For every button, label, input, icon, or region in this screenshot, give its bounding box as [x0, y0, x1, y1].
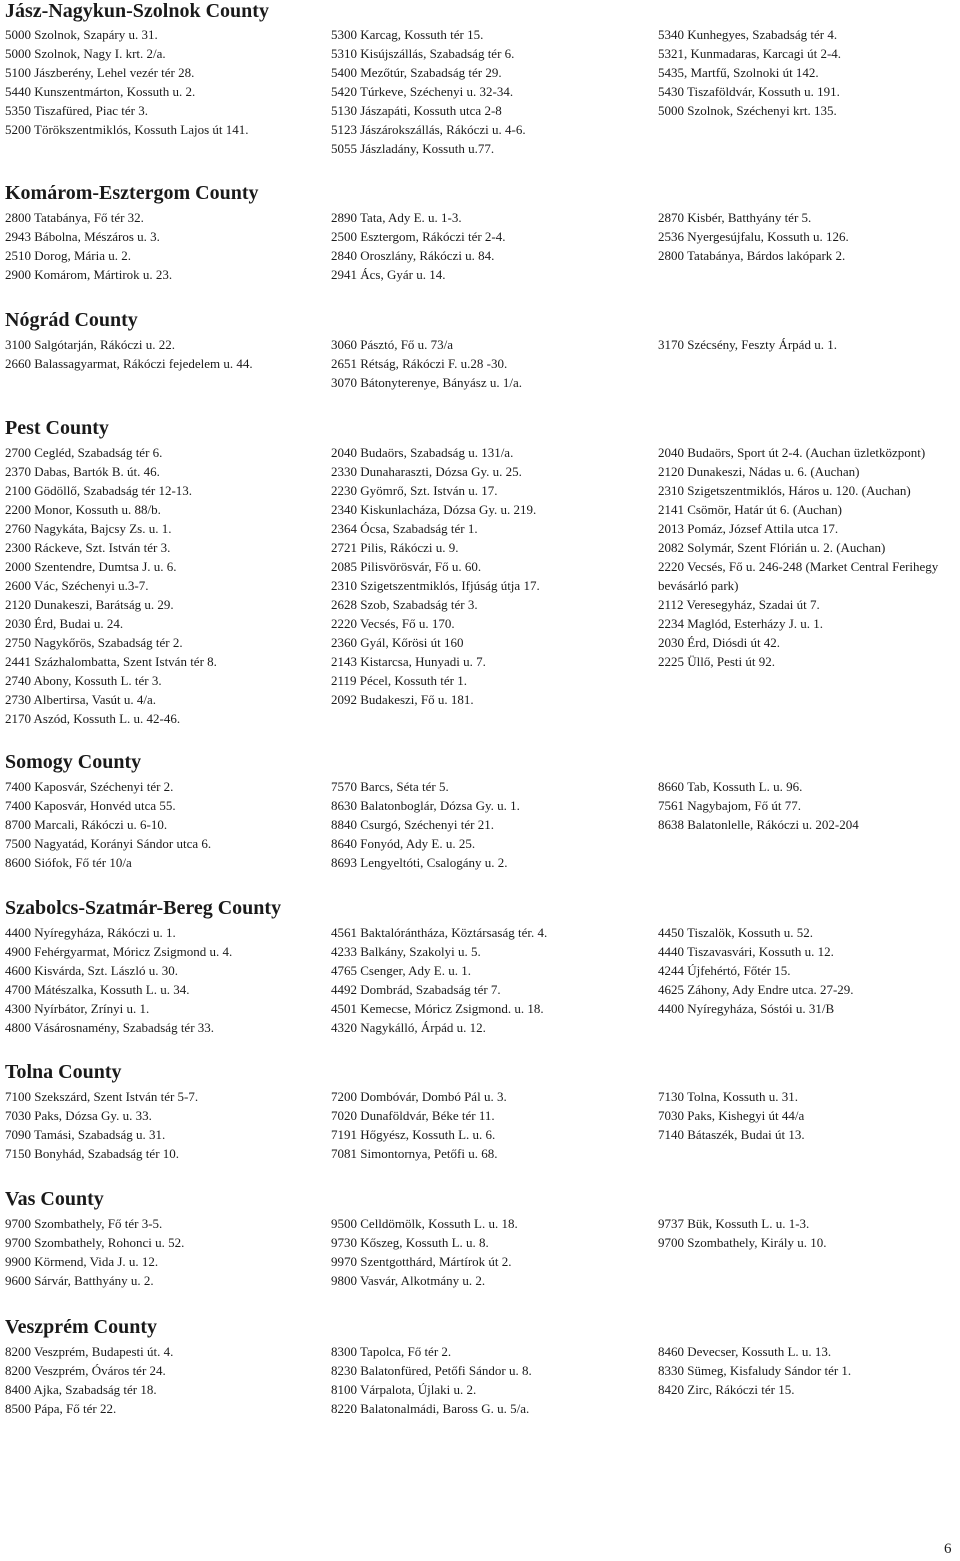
address-entry: 4600 Kisvárda, Szt. László u. 30.: [5, 963, 178, 978]
address-entry: 7030 Paks, Dózsa Gy. u. 33.: [5, 1108, 152, 1123]
address-entry: 7570 Barcs, Séta tér 5.: [331, 779, 449, 794]
address-entry: 5200 Törökszentmiklós, Kossuth Lajos út 141.: [5, 122, 249, 137]
section-title: Szabolcs-Szatmár-Bereg County: [5, 897, 282, 919]
address-column-2: [331, 1342, 631, 1418]
address-entry: 9730 Kőszeg, Kossuth L. u. 8.: [331, 1235, 489, 1250]
section-title: Nógrád County: [5, 309, 138, 331]
address-entry: 2800 Tatabánya, Fő tér 32.: [5, 210, 144, 225]
address-column-1: [5, 25, 290, 139]
address-entry: 7030 Paks, Kishegyi út 44/a: [658, 1108, 805, 1123]
address-column-1: [5, 1087, 290, 1163]
address-entry: 7500 Nagyatád, Korányi Sándor utca 6.: [5, 836, 212, 851]
address-entry: 7130 Tolna, Kossuth u. 31.: [658, 1089, 799, 1104]
address-entry: 4300 Nyírbátor, Zrínyi u. 1.: [5, 1001, 150, 1016]
address-entry: 2040 Budaörs, Sport út 2-4. (Auchan üzletközpont): [658, 445, 926, 460]
address-entry: 5000 Szolnok, Nagy I. krt. 2/a.: [5, 46, 166, 61]
address-entry: 2082 Solymár, Szent Flórián u. 2. (Auchan): [658, 540, 886, 555]
section-nograd: [5, 309, 955, 390]
address-column-2: [331, 923, 631, 1037]
address-entry: 4233 Balkány, Szakolyi u. 5.: [331, 944, 481, 959]
address-entry: 8100 Várpalota, Újlaki u. 2.: [331, 1382, 477, 1397]
address-entry: 2941 Ács, Gyár u. 14.: [331, 267, 446, 282]
section-komarom-esztergom: [5, 182, 955, 282]
address-column-2: [331, 25, 631, 158]
address-column-1: [5, 1214, 290, 1290]
address-entry: 2651 Rétság, Rákóczi F. u.28 -30.: [331, 356, 508, 371]
address-entry: 7020 Dunaföldvár, Béke tér 11.: [331, 1108, 495, 1123]
address-entry: 2943 Bábolna, Mészáros u. 3.: [5, 229, 160, 244]
address-column-3: [658, 1342, 955, 1399]
address-entry: 4625 Záhony, Ady Endre utca. 27-29.: [658, 982, 854, 997]
address-entry: 2700 Cegléd, Szabadság tér 6.: [5, 445, 163, 460]
address-entry: 9737 Bük, Kossuth L. u. 1-3.: [658, 1216, 810, 1231]
address-entry: 2120 Dunakeszi, Barátság u. 29.: [5, 597, 174, 612]
address-entry: 2220 Vecsés, Fő u. 246-248 (Market Central Ferihegy bevásárló park): [658, 559, 939, 593]
address-entry: 2330 Dunaharaszti, Dózsa Gy. u. 25.: [331, 464, 522, 479]
address-entry: 8630 Balatonboglár, Dózsa Gy. u. 1.: [331, 798, 520, 813]
section-title: Veszprém County: [5, 1316, 158, 1338]
address-entry: 8640 Fonyód, Ady E. u. 25.: [331, 836, 476, 851]
address-entry: 2730 Albertirsa, Vasút u. 4/a.: [5, 692, 157, 707]
address-entry: 2141 Csömör, Határ út 6. (Auchan): [658, 502, 842, 517]
section-szabolcs-szatmar-bereg: [5, 897, 955, 1035]
address-entry: 2170 Aszód, Kossuth L. u. 42-46.: [5, 711, 181, 726]
address-entry: 3060 Pásztó, Fő u. 73/a: [331, 337, 454, 352]
address-entry: 2750 Nagykőrös, Szabadság tér 2.: [5, 635, 183, 650]
address-entry: 8693 Lengyeltóti, Csalogány u. 2.: [331, 855, 508, 870]
address-column-2: [331, 1087, 631, 1163]
address-column-3: [658, 777, 955, 834]
address-entry: 2500 Esztergom, Rákóczi tér 2-4.: [331, 229, 506, 244]
address-entry: 2870 Kisbér, Batthyány tér 5.: [658, 210, 812, 225]
section-title: Tolna County: [5, 1061, 122, 1083]
address-entry: 9970 Szentgotthárd, Mártírok út 2.: [331, 1254, 512, 1269]
address-column-2: [331, 208, 631, 284]
address-entry: 8400 Ajka, Szabadság tér 18.: [5, 1382, 157, 1397]
section-tolna: [5, 1061, 955, 1161]
address-entry: 2100 Gödöllő, Szabadság tér 12-13.: [5, 483, 193, 498]
address-entry: 7081 Simontornya, Petőfi u. 68.: [331, 1146, 498, 1161]
address-entry: 7200 Dombóvár, Dombó Pál u. 3.: [331, 1089, 507, 1104]
address-entry: 7140 Bátaszék, Budai út 13.: [658, 1127, 805, 1142]
section-title: Jász-Nagykun-Szolnok County: [5, 0, 269, 22]
address-column-3: [658, 1214, 955, 1252]
address-entry: 2040 Budaörs, Szabadság u. 131/a.: [331, 445, 514, 460]
address-column-1: [5, 335, 290, 373]
address-entry: 3100 Salgótarján, Rákóczi u. 22.: [5, 337, 176, 352]
address-entry: 2300 Ráckeve, Szt. István tér 3.: [5, 540, 171, 555]
address-column-2: [331, 443, 631, 709]
address-entry: 2510 Dorog, Mária u. 2.: [5, 248, 132, 263]
address-entry: 2900 Komárom, Mártirok u. 23.: [5, 267, 173, 282]
address-entry: 8840 Csurgó, Széchenyi tér 21.: [331, 817, 494, 832]
address-entry: 2441 Százhalombatta, Szent István tér 8.: [5, 654, 217, 669]
address-column-1: [5, 1342, 290, 1418]
address-entry: 8638 Balatonlelle, Rákóczi u. 202-204: [658, 817, 859, 832]
address-entry: 9700 Szombathely, Rohonci u. 52.: [5, 1235, 185, 1250]
address-entry: 8330 Sümeg, Kisfaludy Sándor tér 1.: [658, 1363, 852, 1378]
address-entry: 5430 Tiszaföldvár, Kossuth u. 191.: [658, 84, 840, 99]
address-entry: 5000 Szolnok, Széchenyi krt. 135.: [658, 103, 837, 118]
address-entry: 4400 Nyíregyháza, Sóstói u. 31/B: [658, 1001, 835, 1016]
address-entry: 9700 Szombathely, Király u. 10.: [658, 1235, 827, 1250]
address-entry: 2310 Szigetszentmiklós, Ifjúság útja 17.: [331, 578, 540, 593]
address-entry: 4501 Kemecse, Móricz Zsigmond. u. 18.: [331, 1001, 544, 1016]
address-entry: 2340 Kiskunlacháza, Dózsa Gy. u. 219.: [331, 502, 537, 517]
address-entry: 2840 Oroszlány, Rákóczi u. 84.: [331, 248, 495, 263]
section-title: Somogy County: [5, 751, 142, 773]
address-entry: 4700 Mátészalka, Kossuth L. u. 34.: [5, 982, 190, 997]
address-entry: 2364 Ócsa, Szabadság tér 1.: [331, 521, 478, 536]
address-entry: 5055 Jászladány, Kossuth u.77.: [331, 141, 495, 156]
section-veszprem: [5, 1316, 955, 1416]
section-jasz-nagykun-szolnok: [5, 0, 955, 156]
address-column-3: [658, 1087, 955, 1144]
section-vas: [5, 1188, 955, 1288]
address-entry: 9800 Vasvár, Alkotmány u. 2.: [331, 1273, 486, 1288]
address-entry: 8660 Tab, Kossuth L. u. 96.: [658, 779, 803, 794]
address-entry: 5300 Karcag, Kossuth tér 15.: [331, 27, 484, 42]
address-entry: 4400 Nyíregyháza, Rákóczi u. 1.: [5, 925, 176, 940]
address-entry: 5400 Mezőtúr, Szabadság tér 29.: [331, 65, 502, 80]
address-entry: 7561 Nagybajom, Fő út 77.: [658, 798, 801, 813]
address-column-2: [331, 335, 631, 392]
address-entry: 2310 Szigetszentmiklós, Háros u. 120. (Auchan): [658, 483, 911, 498]
address-entry: 9700 Szombathely, Fő tér 3-5.: [5, 1216, 163, 1231]
address-entry: 7150 Bonyhád, Szabadság tér 10.: [5, 1146, 180, 1161]
address-entry: 2000 Szentendre, Dumtsa J. u. 6.: [5, 559, 177, 574]
address-entry: 2721 Pilis, Rákóczi u. 9.: [331, 540, 459, 555]
address-entry: 4492 Dombrád, Szabadság tér 7.: [331, 982, 501, 997]
address-entry: 5435, Martfű, Szolnoki út 142.: [658, 65, 819, 80]
address-entry: 2890 Tata, Ady E. u. 1-3.: [331, 210, 462, 225]
address-entry: 4800 Vásárosnamény, Szabadság tér 33.: [5, 1020, 215, 1035]
address-entry: 7191 Hőgyész, Kossuth L. u. 6.: [331, 1127, 496, 1142]
address-entry: 2143 Kistarcsa, Hunyadi u. 7.: [331, 654, 486, 669]
address-entry: 7100 Szekszárd, Szent István tér 5-7.: [5, 1089, 199, 1104]
address-column-3: [658, 25, 955, 120]
address-entry: 4440 Tiszavasvári, Kossuth u. 12.: [658, 944, 834, 959]
address-entry: 8420 Zirc, Rákóczi tér 15.: [658, 1382, 795, 1397]
address-entry: 2200 Monor, Kossuth u. 88/b.: [5, 502, 161, 517]
address-entry: 4765 Csenger, Ady E. u. 1.: [331, 963, 471, 978]
address-entry: 2230 Gyömrő, Szt. István u. 17.: [331, 483, 498, 498]
address-column-1: [5, 443, 290, 728]
section-title: Pest County: [5, 417, 109, 439]
section-title: Vas County: [5, 1188, 104, 1210]
address-column-1: [5, 777, 290, 872]
address-entry: 2092 Budakeszi, Fő u. 181.: [331, 692, 474, 707]
address-entry: 8700 Marcali, Rákóczi u. 6-10.: [5, 817, 168, 832]
address-column-2: [331, 777, 631, 872]
address-entry: 7090 Tamási, Szabadság u. 31.: [5, 1127, 166, 1142]
address-entry: 2360 Gyál, Kőrösi út 160: [331, 635, 464, 650]
address-entry: 2800 Tatabánya, Bárdos lakópark 2.: [658, 248, 846, 263]
address-entry: 2740 Abony, Kossuth L. tér 3.: [5, 673, 162, 688]
address-entry: 5440 Kunszentmárton, Kossuth u. 2.: [5, 84, 196, 99]
address-column-1: [5, 923, 290, 1037]
section-title: Komárom-Esztergom County: [5, 182, 259, 204]
address-entry: 4244 Újfehértó, Főtér 15.: [658, 963, 791, 978]
address-entry: 5310 Kisújszállás, Szabadság tér 6.: [331, 46, 515, 61]
address-entry: 2628 Szob, Szabadság tér 3.: [331, 597, 478, 612]
address-entry: 2030 Érd, Budai u. 24.: [5, 616, 124, 631]
address-entry: 7400 Kaposvár, Széchenyi tér 2.: [5, 779, 174, 794]
address-entry: 3070 Bátonyterenye, Bányász u. 1/a.: [331, 375, 522, 390]
address-entry: 9900 Körmend, Vida J. u. 12.: [5, 1254, 159, 1269]
address-entry: 3170 Szécsény, Feszty Árpád u. 1.: [658, 337, 837, 352]
address-entry: 2013 Pomáz, József Attila utca 17.: [658, 521, 839, 536]
address-entry: 8600 Siófok, Fő tér 10/a: [5, 855, 132, 870]
address-entry: 9600 Sárvár, Batthyány u. 2.: [5, 1273, 154, 1288]
address-column-3: [658, 335, 955, 354]
address-column-3: [658, 923, 955, 1018]
address-entry: 8200 Veszprém, Óváros tér 24.: [5, 1363, 166, 1378]
address-entry: 8220 Balatonalmádi, Baross G. u. 5/a.: [331, 1401, 530, 1416]
address-entry: 5350 Tiszafüred, Piac tér 3.: [5, 103, 148, 118]
address-entry: 5340 Kunhegyes, Szabadság tér 4.: [658, 27, 838, 42]
address-entry: 5420 Túrkeve, Széchenyi u. 32-34.: [331, 84, 514, 99]
address-entry: 4900 Fehérgyarmat, Móricz Zsigmond u. 4.: [5, 944, 233, 959]
section-pest: [5, 417, 955, 726]
address-entry: 7400 Kaposvár, Honvéd utca 55.: [5, 798, 176, 813]
address-entry: 2120 Dunakeszi, Nádas u. 6. (Auchan): [658, 464, 860, 479]
address-entry: 8460 Devecser, Kossuth L. u. 13.: [658, 1344, 832, 1359]
address-entry: 2760 Nagykáta, Bajcsy Zs. u. 1.: [5, 521, 172, 536]
address-entry: 2220 Vecsés, Fő u. 170.: [331, 616, 455, 631]
address-entry: 8500 Pápa, Fő tér 22.: [5, 1401, 117, 1416]
address-entry: 4561 Baktalórántháza, Köztársaság tér. 4.: [331, 925, 548, 940]
address-entry: 5100 Jászberény, Lehel vezér tér 28.: [5, 65, 195, 80]
address-entry: 2600 Vác, Széchenyi u.3-7.: [5, 578, 149, 593]
address-entry: 4320 Nagykálló, Árpád u. 12.: [331, 1020, 486, 1035]
address-entry: 2119 Pécel, Kossuth tér 1.: [331, 673, 467, 688]
address-entry: 2536 Nyergesújfalu, Kossuth u. 126.: [658, 229, 849, 244]
address-entry: 5123 Jászárokszállás, Rákóczi u. 4-6.: [331, 122, 526, 137]
address-entry: 2225 Üllő, Pesti út 92.: [658, 654, 776, 669]
address-column-3: [658, 443, 955, 671]
address-entry: 2234 Maglód, Esterházy J. u. 1.: [658, 616, 824, 631]
address-entry: 5000 Szolnok, Szapáry u. 31.: [5, 27, 158, 42]
address-entry: 5130 Jászapáti, Kossuth utca 2-8: [331, 103, 502, 118]
address-column-3: [658, 208, 955, 265]
address-entry: 4450 Tiszalök, Kossuth u. 52.: [658, 925, 813, 940]
section-somogy: [5, 751, 955, 870]
address-entry: 8300 Tapolca, Fő tér 2.: [331, 1344, 452, 1359]
address-entry: 2030 Érd, Diósdi út 42.: [658, 635, 781, 650]
address-entry: 8230 Balatonfüred, Petőfi Sándor u. 8.: [331, 1363, 532, 1378]
address-entry: 2085 Pilisvörösvár, Fő u. 60.: [331, 559, 482, 574]
address-entry: 9500 Celldömölk, Kossuth L. u. 18.: [331, 1216, 518, 1231]
address-entry: 8200 Veszprém, Budapesti út. 4.: [5, 1344, 174, 1359]
address-entry: 2112 Veresegyház, Szadai út 7.: [658, 597, 820, 612]
page-number: 6: [944, 1541, 952, 1557]
address-entry: 2660 Balassagyarmat, Rákóczi fejedelem u. 44.: [5, 356, 253, 371]
address-entry: 2370 Dabas, Bartók B. út. 46.: [5, 464, 160, 479]
address-column-1: [5, 208, 290, 284]
address-column-2: [331, 1214, 631, 1290]
address-entry: 5321, Kunmadaras, Karcagi út 2-4.: [658, 46, 842, 61]
